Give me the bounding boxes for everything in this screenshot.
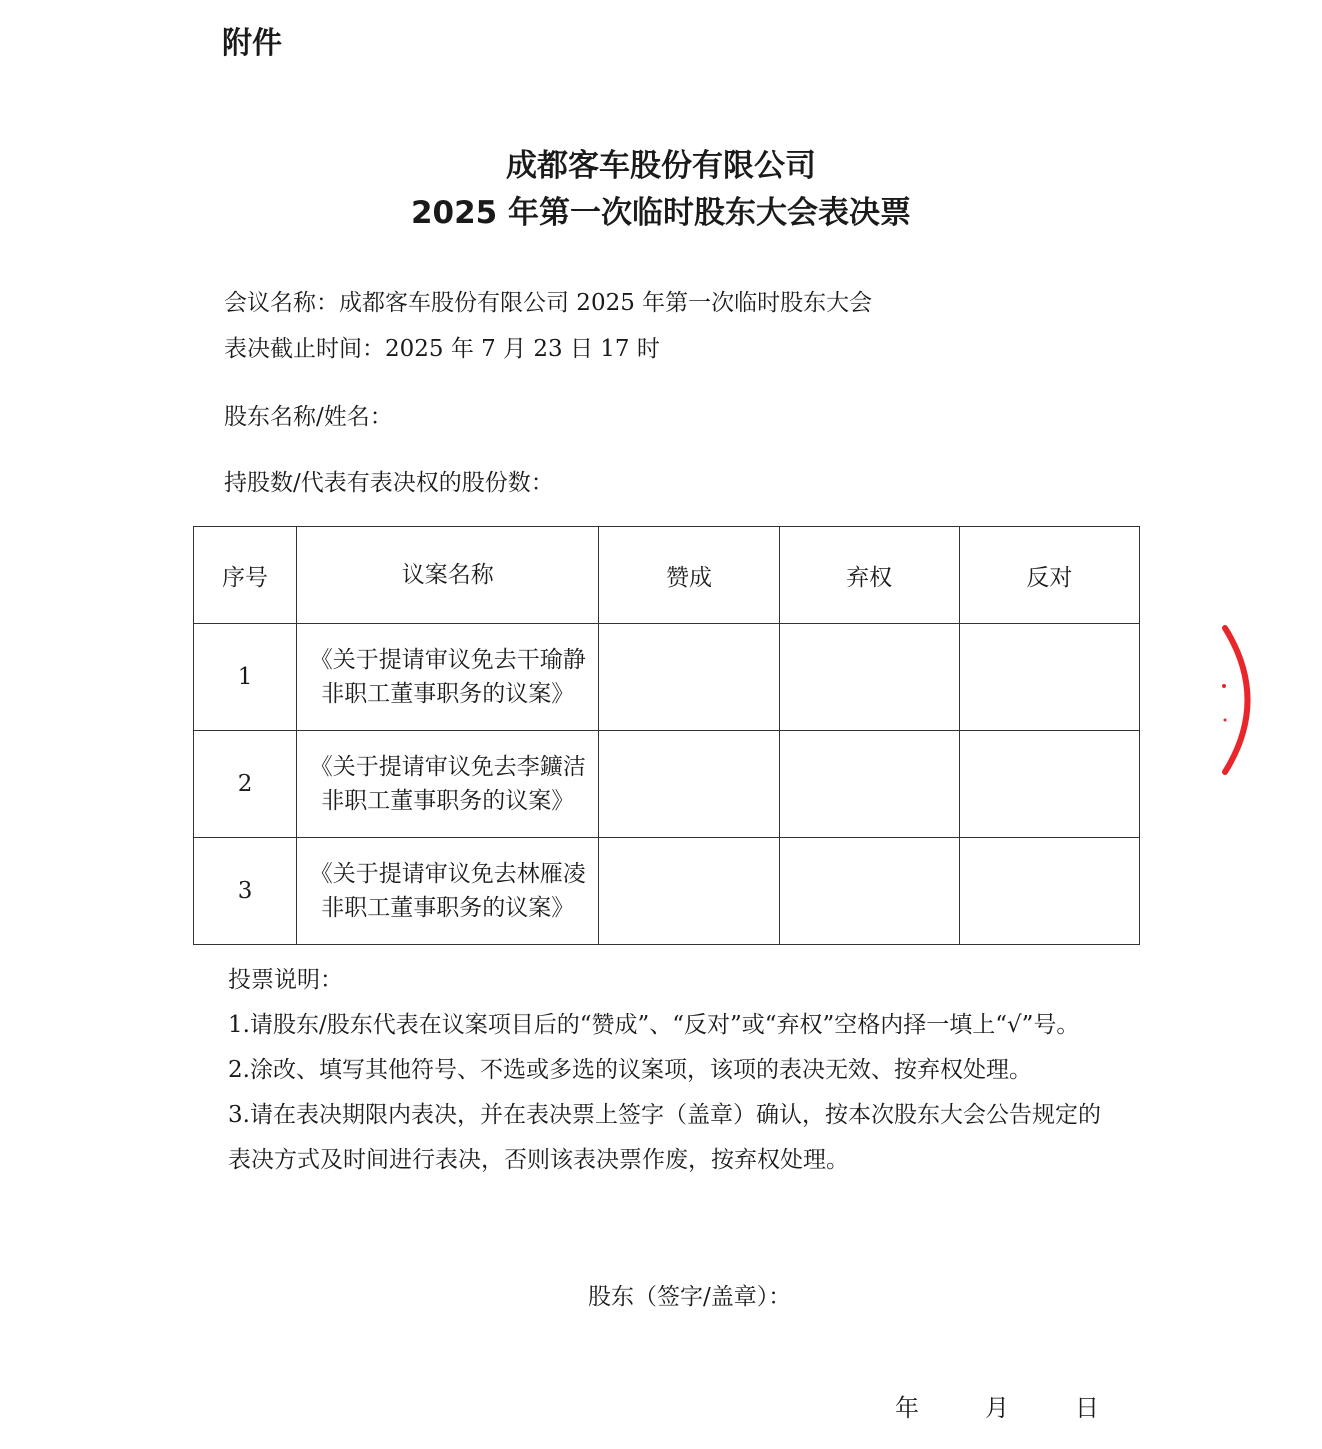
proposal-name: 《关于提请审议免去李鑛洁非职工董事职务的议案》 bbox=[297, 731, 599, 838]
header-oppose: 反对 bbox=[959, 527, 1139, 624]
oppose-cell[interactable] bbox=[959, 731, 1139, 838]
serial-no: 2 bbox=[194, 731, 297, 838]
approve-cell[interactable] bbox=[599, 838, 779, 945]
document-title-ballot: 2025 年第一次临时股东大会表决票 bbox=[410, 195, 912, 231]
table-row bbox=[194, 838, 1140, 945]
header-approve: 赞成 bbox=[599, 527, 779, 624]
note-item: 3.请在表决期限内表决，并在表决票上签字（盖章）确认，按本次股东大会公告规定的表决方式及时间进行表决，否则该表决票作废，按弃权处理。 bbox=[228, 1102, 1101, 1173]
notes-heading: 投票说明： bbox=[228, 967, 343, 993]
date-month-label: 月 bbox=[985, 1394, 1009, 1422]
shareholder-name-field: 股东名称/姓名： bbox=[224, 404, 393, 430]
red-seal-stamp-icon bbox=[1195, 620, 1265, 780]
shareholder-signature-label: 股东（签字/盖章）： bbox=[588, 1284, 792, 1310]
abstain-cell[interactable] bbox=[779, 731, 959, 838]
voting-deadline: 表决截止时间：2025 年 7 月 23 日 17 时 bbox=[224, 336, 660, 362]
seal-mark bbox=[1222, 684, 1226, 688]
document-title-company: 成都客车股份有限公司 bbox=[506, 148, 816, 184]
serial-no: 3 bbox=[194, 838, 297, 945]
table-row bbox=[194, 624, 1140, 731]
note-item: 2.涂改、填写其他符号、不选或多选的议案项，该项的表决无效、按弃权处理。 bbox=[228, 1057, 1032, 1083]
oppose-cell[interactable] bbox=[959, 624, 1139, 731]
attachment-label: 附件 bbox=[222, 26, 282, 61]
proposal-name: 《关于提请审议免去林雁凌非职工董事职务的议案》 bbox=[297, 838, 599, 945]
oppose-cell[interactable] bbox=[959, 838, 1139, 945]
date-year-label: 年 bbox=[895, 1394, 919, 1422]
table-header-row bbox=[194, 527, 1140, 624]
header-serial-no: 序号 bbox=[194, 527, 297, 624]
proposal-name: 《关于提请审议免去干瑜静非职工董事职务的议案》 bbox=[297, 624, 599, 731]
abstain-cell[interactable] bbox=[779, 624, 959, 731]
header-abstain: 弃权 bbox=[779, 527, 959, 624]
meeting-name: 会议名称：成都客车股份有限公司 2025 年第一次临时股东大会 bbox=[224, 290, 873, 316]
seal-arc bbox=[1225, 628, 1248, 772]
approve-cell[interactable] bbox=[599, 731, 779, 838]
serial-no: 1 bbox=[194, 624, 297, 731]
approve-cell[interactable] bbox=[599, 624, 779, 731]
abstain-cell[interactable] bbox=[779, 838, 959, 945]
date-day-label: 日 bbox=[1075, 1394, 1099, 1422]
voting-notes bbox=[228, 958, 1118, 1183]
table-row bbox=[194, 731, 1140, 838]
seal-mark bbox=[1224, 719, 1227, 722]
header-proposal-name: 议案名称 bbox=[297, 527, 599, 624]
voting-table bbox=[193, 526, 1140, 945]
note-item: 1.请股东/股东代表在议案项目后的“赞成”、“反对”或“弃权”空格内择一填上“√”号。 bbox=[228, 1012, 1080, 1038]
shares-held-field: 持股数/代表有表决权的股份数： bbox=[224, 470, 554, 496]
